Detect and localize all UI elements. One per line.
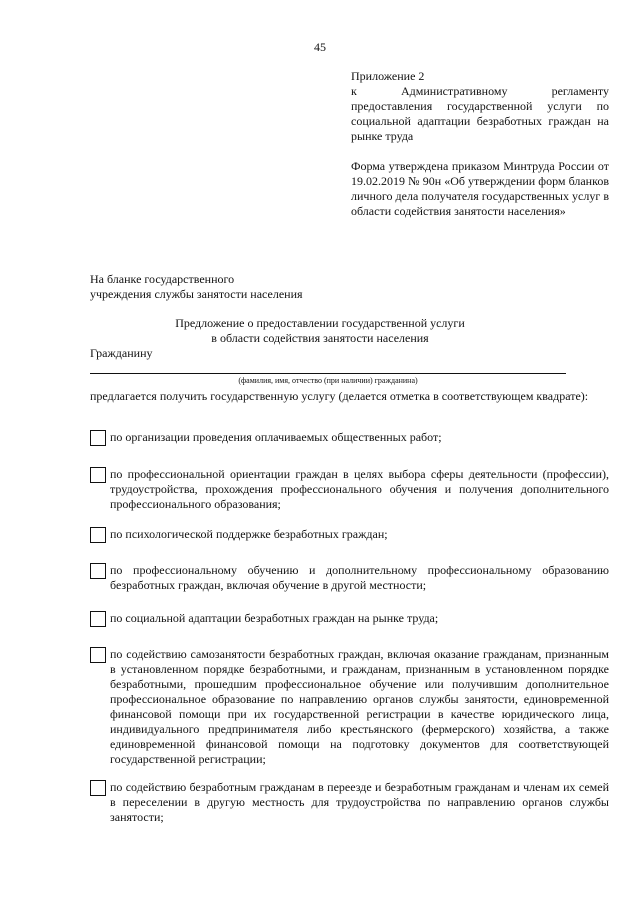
service-checkbox-self-employment[interactable] [90, 647, 106, 663]
service-option-social-adaptation [90, 611, 609, 626]
option-text: по социальной адаптации безработных граждан на рынке труда; [110, 611, 439, 625]
service-option-relocation [90, 780, 609, 825]
service-checkbox-vocational-training[interactable] [90, 563, 106, 579]
service-checkbox-social-adaptation[interactable] [90, 611, 106, 627]
blank-header-line-1: На бланке государственного [90, 272, 235, 286]
option-text: по профессиональной ориентации граждан в целях выбора сферы деятельности (профессии), трудоустройства, прохождения профессионального обучения и получения дополнительного профессионального образования; [110, 467, 609, 511]
service-checkbox-career-guidance[interactable] [90, 467, 106, 483]
service-option-vocational-training [90, 563, 609, 593]
form-title [0, 316, 640, 346]
appendix-label: Приложение 2 [351, 69, 425, 83]
service-checkbox-psychological-support[interactable] [90, 527, 106, 543]
option-text: по профессиональному обучению и дополнительному профессиональному образованию безработных граждан, включая обучение в другой местности; [110, 563, 609, 592]
option-text: по организации проведения оплачиваемых общественных работ; [110, 430, 442, 444]
page-number: 45 [314, 40, 326, 54]
service-checkbox-public-works[interactable] [90, 430, 106, 446]
service-option-public-works [90, 430, 609, 445]
option-text: по психологической поддержке безработных граждан; [110, 527, 388, 541]
service-option-self-employment [90, 647, 609, 767]
form-approval-note: Форма утверждена приказом Минтруда России от 19.02.2019 № 90н «Об утверждении форм бланков личного дела получателя государственных услуг в области содействия занятости населения» [351, 159, 609, 218]
service-option-psychological-support [90, 527, 609, 542]
form-title-line-2: в области содействия занятости населения [211, 331, 429, 345]
appendix-block [351, 69, 609, 219]
blank-header-line-2: учреждения службы занятости населения [90, 287, 303, 301]
blank-header [90, 272, 303, 302]
citizen-name-caption: (фамилия, имя, отчество (при наличии) гражданина) [238, 376, 418, 385]
option-text: по содействию самозанятости безработных граждан, включая оказание гражданам, признанным в установленном порядке безработными, и гражданам, признанным в установленном порядке безработными, прошедшим профессиональное обучение или получившим дополнительное профессиональное образование по направлению органов службы занятости, единовременной финансовой помощи при их государственной регистрации в качестве юридического лица, индивидуального предпринимателя либо крестьянского (фермерского) хозяйства, а также единовременной финансовой помощи на подготовку документов для соответствующей государственной регистрации; [110, 647, 609, 766]
appendix-regulation: к Административному регламенту предоставления государственной услуги по социальной адаптации безработных граждан на рынке труда [351, 84, 609, 143]
intro-text: предлагается получить государственную услугу (делается отметка в соответствующем квадрате): [90, 389, 589, 403]
service-option-career-guidance [90, 467, 609, 512]
service-checkbox-relocation[interactable] [90, 780, 106, 796]
form-title-line-1: Предложение о предоставлении государственной услуги [175, 316, 465, 330]
citizen-name-field[interactable] [90, 373, 566, 374]
addressee-label: Гражданину [90, 346, 153, 360]
option-text: по содействию безработным гражданам в переезде и безработным гражданам и членам их семей в переселении в другую местность для трудоустройства по направлению органов службы занятости; [110, 780, 609, 824]
